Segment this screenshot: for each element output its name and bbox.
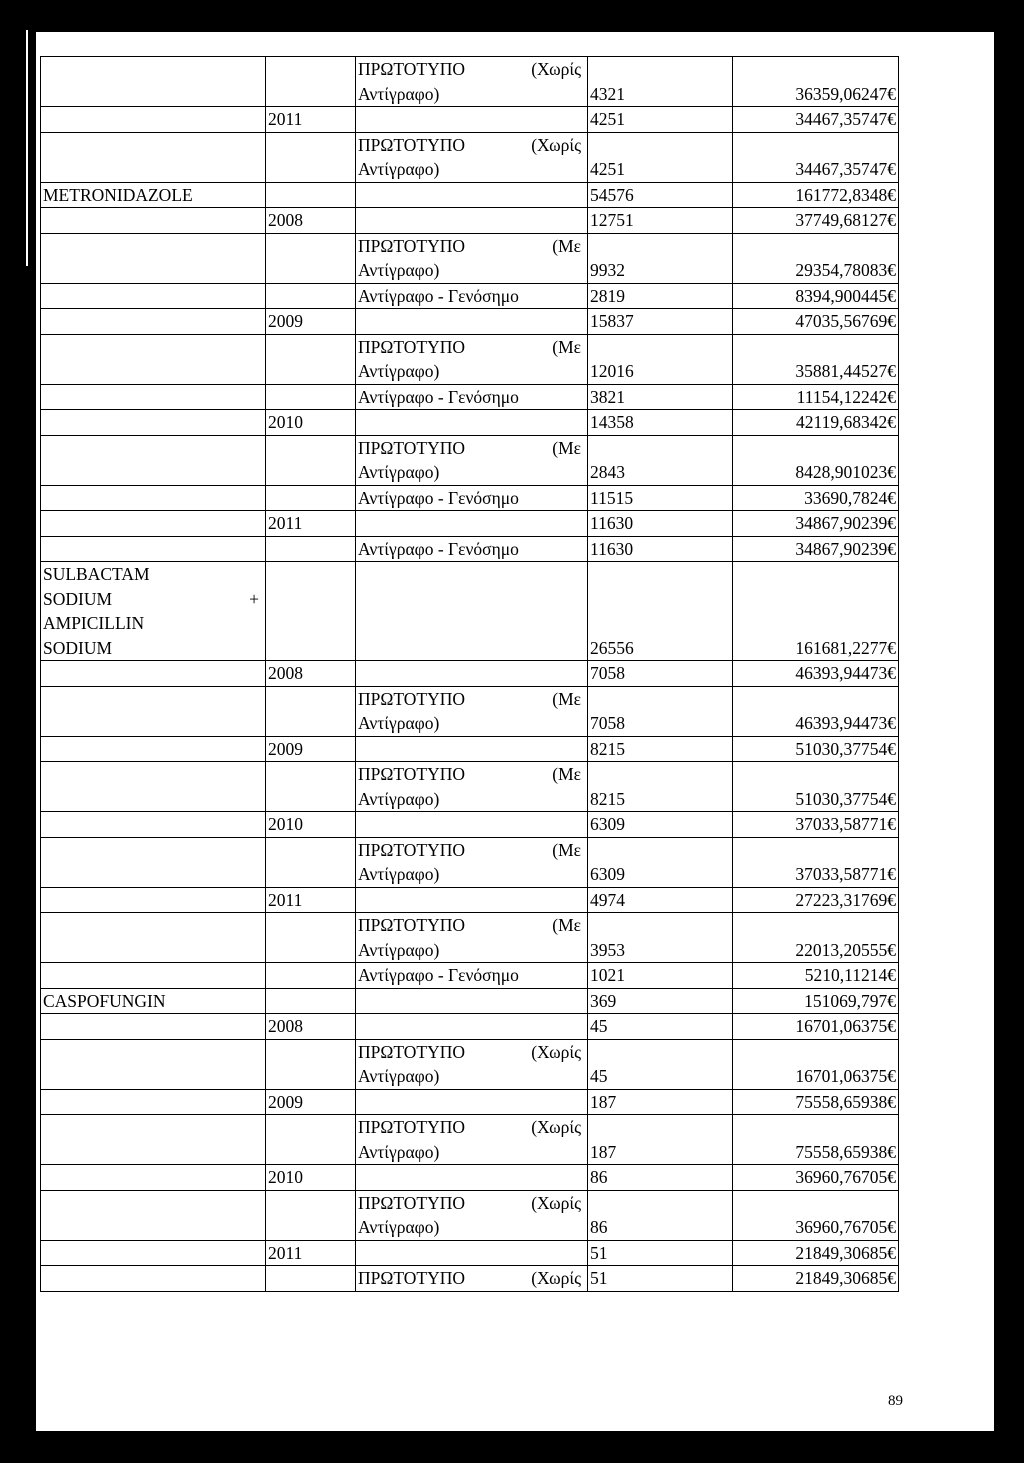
value-cell: 8394,900445€ (733, 283, 899, 309)
substance-name-cell (41, 1014, 266, 1040)
year-cell (266, 837, 356, 887)
product-type-line (358, 913, 585, 938)
year-cell (266, 435, 356, 485)
table-row (41, 887, 899, 913)
substance-name-cell (41, 812, 266, 838)
product-type-line (358, 234, 585, 259)
product-type-cell (356, 661, 588, 687)
product-type-line: Αντίγραφο) (358, 1066, 440, 1086)
value-cell: 21849,30685€ (733, 1266, 899, 1292)
quantity-cell: 8215 (588, 736, 733, 762)
quantity-cell: 26556 (588, 562, 733, 661)
product-type-qualifier: (Με (552, 437, 581, 458)
product-type-word: ΠΡΩΤΟΤΥΠΟ (358, 336, 465, 357)
quantity-cell: 9932 (588, 233, 733, 283)
product-type-cell (356, 887, 588, 913)
value-cell: 21849,30685€ (733, 1240, 899, 1266)
table-row (41, 309, 899, 335)
product-type-cell (356, 208, 588, 234)
table-row (41, 1089, 899, 1115)
quantity-cell: 54576 (588, 182, 733, 208)
substance-name-cell (41, 887, 266, 913)
table-row (41, 511, 899, 537)
table-row (41, 562, 899, 661)
substance-name-cell (41, 913, 266, 963)
table-row (41, 1165, 899, 1191)
table-row (41, 485, 899, 511)
product-type-cell (356, 233, 588, 283)
table-row (41, 384, 899, 410)
substance-name-cell (41, 334, 266, 384)
year-cell (266, 1039, 356, 1089)
value-cell: 34467,35747€ (733, 132, 899, 182)
year-cell: 2010 (266, 812, 356, 838)
value-cell: 34467,35747€ (733, 107, 899, 133)
substance-name-cell (41, 208, 266, 234)
year-cell: 2011 (266, 107, 356, 133)
substance-name-cell (41, 1240, 266, 1266)
year-cell: 2009 (266, 309, 356, 335)
product-type-qualifier: (Με (552, 688, 581, 709)
product-type-line (358, 436, 585, 461)
quantity-cell: 187 (588, 1115, 733, 1165)
year-cell (266, 762, 356, 812)
product-type-line: Αντίγραφο) (358, 159, 440, 179)
year-cell (266, 233, 356, 283)
product-type-cell (356, 1115, 588, 1165)
product-type-qualifier: (Χωρίς (531, 1192, 581, 1213)
table-row (41, 1014, 899, 1040)
product-type-cell (356, 410, 588, 436)
table-row (41, 1266, 899, 1292)
year-cell (266, 57, 356, 107)
product-type-cell (356, 1039, 588, 1089)
table-row (41, 57, 899, 107)
value-cell: 75558,65938€ (733, 1115, 899, 1165)
quantity-cell: 45 (588, 1014, 733, 1040)
value-cell: 42119,68342€ (733, 410, 899, 436)
product-type-cell (356, 562, 588, 661)
product-type-qualifier: (Χωρίς (531, 134, 581, 155)
product-type-line (358, 1115, 585, 1140)
product-type-line: Αντίγραφο) (358, 260, 440, 280)
substance-name-line: AMPICILLIN (43, 613, 145, 633)
value-cell: 27223,31769€ (733, 887, 899, 913)
year-cell (266, 384, 356, 410)
quantity-cell: 11630 (588, 536, 733, 562)
substance-name-cell (41, 511, 266, 537)
substance-name-cell (41, 536, 266, 562)
year-cell: 2008 (266, 208, 356, 234)
table-row (41, 1240, 899, 1266)
year-cell: 2009 (266, 1089, 356, 1115)
substance-name-cell (41, 435, 266, 485)
year-cell (266, 913, 356, 963)
table-row (41, 182, 899, 208)
quantity-cell: 11515 (588, 485, 733, 511)
product-type-line (358, 762, 585, 787)
plus-sign: + (249, 588, 259, 609)
year-cell (266, 1266, 356, 1292)
substance-name-cell (41, 1115, 266, 1165)
page-number: 89 (888, 1393, 903, 1409)
quantity-cell: 86 (588, 1190, 733, 1240)
year-cell: 2008 (266, 1014, 356, 1040)
product-type-cell (356, 1089, 588, 1115)
year-cell (266, 334, 356, 384)
product-type-word: ΠΡΩΤΟΤΥΠΟ (358, 839, 465, 860)
value-cell: 36960,76705€ (733, 1190, 899, 1240)
quantity-cell: 2843 (588, 435, 733, 485)
table-row (41, 536, 899, 562)
product-type-cell (356, 736, 588, 762)
product-type-cell (356, 1266, 588, 1292)
product-type-cell (356, 57, 588, 107)
substance-name-cell (41, 1039, 266, 1089)
scan-edge-rule (26, 30, 28, 266)
value-cell: 36359,06247€ (733, 57, 899, 107)
substance-name-cell (41, 1266, 266, 1292)
quantity-cell: 6309 (588, 837, 733, 887)
substance-name-cell (41, 1165, 266, 1191)
product-type-word: ΠΡΩΤΟΤΥΠΟ (358, 764, 465, 784)
year-cell (266, 182, 356, 208)
product-type-line: Αντίγραφο) (358, 939, 440, 960)
value-cell: 36960,76705€ (733, 1165, 899, 1191)
product-type-cell (356, 988, 588, 1014)
table-row (41, 435, 899, 485)
value-cell: 35881,44527€ (733, 334, 899, 384)
quantity-cell: 3821 (588, 384, 733, 410)
product-type-word: ΠΡΩΤΟΤΥΠΟ (358, 1192, 465, 1213)
substance-name-cell: METRONIDAZOLE (41, 182, 266, 208)
table-row (41, 1190, 899, 1240)
product-type-line: Αντίγραφο) (358, 713, 440, 733)
product-type-cell: Αντίγραφο - Γενόσημο (356, 536, 588, 562)
value-cell: 47035,56769€ (733, 309, 899, 335)
quantity-cell: 2819 (588, 283, 733, 309)
year-cell (266, 686, 356, 736)
table-row (41, 283, 899, 309)
product-type-cell: Αντίγραφο - Γενόσημο (356, 283, 588, 309)
product-type-cell (356, 107, 588, 133)
value-cell: 22013,20555€ (733, 913, 899, 963)
year-cell: 2011 (266, 511, 356, 537)
product-type-line (358, 133, 585, 158)
product-type-line: Αντίγραφο) (358, 1141, 440, 1162)
product-type-cell (356, 435, 588, 485)
year-cell (266, 485, 356, 511)
substance-name-cell (41, 309, 266, 335)
drug-consumption-table (40, 56, 899, 1292)
product-type-line (358, 335, 585, 360)
table-row (41, 736, 899, 762)
value-cell: 161681,2277€ (733, 562, 899, 661)
quantity-cell: 4974 (588, 887, 733, 913)
quantity-cell: 187 (588, 1089, 733, 1115)
substance-name-cell (41, 736, 266, 762)
product-type-qualifier: (Με (552, 336, 581, 357)
product-type-line: Αντίγραφο) (358, 462, 440, 482)
product-type-line: Αντίγραφο) (358, 864, 440, 884)
value-cell: 34867,90239€ (733, 511, 899, 537)
product-type-qualifier: (Χωρίς (531, 59, 581, 79)
substance-name-cell (41, 661, 266, 687)
value-cell: 16701,06375€ (733, 1039, 899, 1089)
table-row (41, 963, 899, 989)
substance-name-cell: CASPOFUNGIN (41, 988, 266, 1014)
substance-name-cell (41, 233, 266, 283)
year-cell: 2010 (266, 410, 356, 436)
product-type-word: ΠΡΩΤΟΤΥΠΟ (358, 134, 465, 155)
quantity-cell: 11630 (588, 511, 733, 537)
table-row (41, 1115, 899, 1165)
value-cell: 5210,11214€ (733, 963, 899, 989)
product-type-line: Αντίγραφο) (358, 788, 440, 809)
substance-name-cell (41, 1190, 266, 1240)
product-type-line: Αντίγραφο) (358, 1217, 440, 1237)
product-type-cell (356, 334, 588, 384)
value-cell: 37033,58771€ (733, 812, 899, 838)
table-row (41, 762, 899, 812)
product-type-word: ΠΡΩΤΟΤΥΠΟ (358, 1117, 465, 1137)
product-type-line: Αντίγραφο) (358, 361, 440, 381)
product-type-qualifier: (Χωρίς (531, 1117, 581, 1137)
quantity-cell: 14358 (588, 410, 733, 436)
quantity-cell: 4251 (588, 107, 733, 133)
product-type-line (358, 687, 585, 712)
quantity-cell: 12016 (588, 334, 733, 384)
year-cell (266, 1190, 356, 1240)
quantity-cell: 1021 (588, 963, 733, 989)
value-cell: 37749,68127€ (733, 208, 899, 234)
product-type-word: ΠΡΩΤΟΤΥΠΟ (358, 59, 465, 79)
quantity-cell: 7058 (588, 661, 733, 687)
quantity-cell: 15837 (588, 309, 733, 335)
product-type-word: ΠΡΩΤΟΤΥΠΟ (358, 235, 465, 256)
product-type-word: ΠΡΩΤΟΤΥΠΟ (358, 1268, 465, 1288)
value-cell: 34867,90239€ (733, 536, 899, 562)
substance-name-cell (41, 132, 266, 182)
product-type-line (358, 57, 585, 82)
year-cell (266, 963, 356, 989)
product-type-line (358, 838, 585, 863)
quantity-cell: 8215 (588, 762, 733, 812)
table-row (41, 988, 899, 1014)
table-row (41, 208, 899, 234)
product-type-cell (356, 913, 588, 963)
substance-name-cell (41, 485, 266, 511)
year-cell: 2011 (266, 1240, 356, 1266)
year-cell: 2008 (266, 661, 356, 687)
quantity-cell: 4321 (588, 57, 733, 107)
product-type-line (358, 1191, 585, 1216)
product-type-cell (356, 762, 588, 812)
year-cell (266, 536, 356, 562)
product-type-cell (356, 132, 588, 182)
quantity-cell: 6309 (588, 812, 733, 838)
quantity-cell: 4251 (588, 132, 733, 182)
product-type-line: Αντίγραφο) (358, 83, 440, 104)
product-type-cell (356, 1165, 588, 1191)
table-body (41, 57, 899, 1292)
product-type-qualifier: (Με (552, 839, 581, 860)
quantity-cell: 369 (588, 988, 733, 1014)
table-row (41, 812, 899, 838)
quantity-cell: 12751 (588, 208, 733, 234)
year-cell (266, 562, 356, 661)
quantity-cell: 45 (588, 1039, 733, 1089)
product-type-cell (356, 309, 588, 335)
product-type-cell (356, 686, 588, 736)
substance-name-cell (41, 107, 266, 133)
substance-name-line: SODIUM (43, 637, 113, 658)
product-type-cell: Αντίγραφο - Γενόσημο (356, 384, 588, 410)
value-cell: 75558,65938€ (733, 1089, 899, 1115)
product-type-word: ΠΡΩΤΟΤΥΠΟ (358, 688, 465, 709)
quantity-cell: 7058 (588, 686, 733, 736)
product-type-cell: Αντίγραφο - Γενόσημο (356, 485, 588, 511)
substance-name-cell (41, 562, 266, 661)
value-cell: 33690,7824€ (733, 485, 899, 511)
product-type-word: ΠΡΩΤΟΤΥΠΟ (358, 437, 465, 458)
product-type-qualifier: (Χωρίς (531, 1041, 581, 1062)
product-type-qualifier: (Με (552, 764, 581, 784)
product-type-cell (356, 182, 588, 208)
year-cell (266, 132, 356, 182)
table-row (41, 913, 899, 963)
year-cell (266, 1115, 356, 1165)
table-row (41, 1039, 899, 1089)
product-type-qualifier: (Χωρίς (531, 1268, 581, 1288)
product-type-cell (356, 1240, 588, 1266)
substance-name-line: SULBACTAM (43, 564, 150, 584)
product-type-line (358, 1040, 585, 1065)
year-cell (266, 988, 356, 1014)
quantity-cell: 86 (588, 1165, 733, 1191)
year-cell: 2011 (266, 887, 356, 913)
product-type-word: ΠΡΩΤΟΤΥΠΟ (358, 915, 465, 935)
substance-name-word: SODIUM (43, 588, 113, 609)
product-type-cell (356, 837, 588, 887)
substance-name-cell (41, 762, 266, 812)
year-cell: 2010 (266, 1165, 356, 1191)
product-type-cell: Αντίγραφο - Γενόσημο (356, 963, 588, 989)
product-type-word: ΠΡΩΤΟΤΥΠΟ (358, 1041, 465, 1062)
substance-name-cell (41, 384, 266, 410)
product-type-line (358, 1266, 585, 1291)
value-cell: 151069,797€ (733, 988, 899, 1014)
table-row (41, 107, 899, 133)
substance-name-cell (41, 410, 266, 436)
value-cell: 161772,8348€ (733, 182, 899, 208)
product-type-cell (356, 511, 588, 537)
table-row (41, 233, 899, 283)
product-type-cell (356, 1190, 588, 1240)
table-row (41, 334, 899, 384)
substance-name-line (43, 587, 263, 612)
substance-name-cell (41, 837, 266, 887)
value-cell: 51030,37754€ (733, 736, 899, 762)
table-row (41, 837, 899, 887)
product-type-qualifier: (Με (552, 235, 581, 256)
substance-name-cell (41, 963, 266, 989)
year-cell (266, 283, 356, 309)
substance-name-cell (41, 283, 266, 309)
product-type-cell (356, 1014, 588, 1040)
product-type-cell (356, 812, 588, 838)
value-cell: 16701,06375€ (733, 1014, 899, 1040)
table-row (41, 661, 899, 687)
quantity-cell: 51 (588, 1240, 733, 1266)
substance-name-cell (41, 57, 266, 107)
substance-name-cell (41, 1089, 266, 1115)
substance-name-cell (41, 686, 266, 736)
value-cell: 46393,94473€ (733, 661, 899, 687)
value-cell: 37033,58771€ (733, 837, 899, 887)
value-cell: 51030,37754€ (733, 762, 899, 812)
quantity-cell: 3953 (588, 913, 733, 963)
value-cell: 46393,94473€ (733, 686, 899, 736)
product-type-qualifier: (Με (552, 915, 581, 935)
table-row (41, 132, 899, 182)
value-cell: 11154,12242€ (733, 384, 899, 410)
value-cell: 29354,78083€ (733, 233, 899, 283)
year-cell: 2009 (266, 736, 356, 762)
quantity-cell: 51 (588, 1266, 733, 1292)
table-row (41, 686, 899, 736)
value-cell: 8428,901023€ (733, 435, 899, 485)
table-row (41, 410, 899, 436)
